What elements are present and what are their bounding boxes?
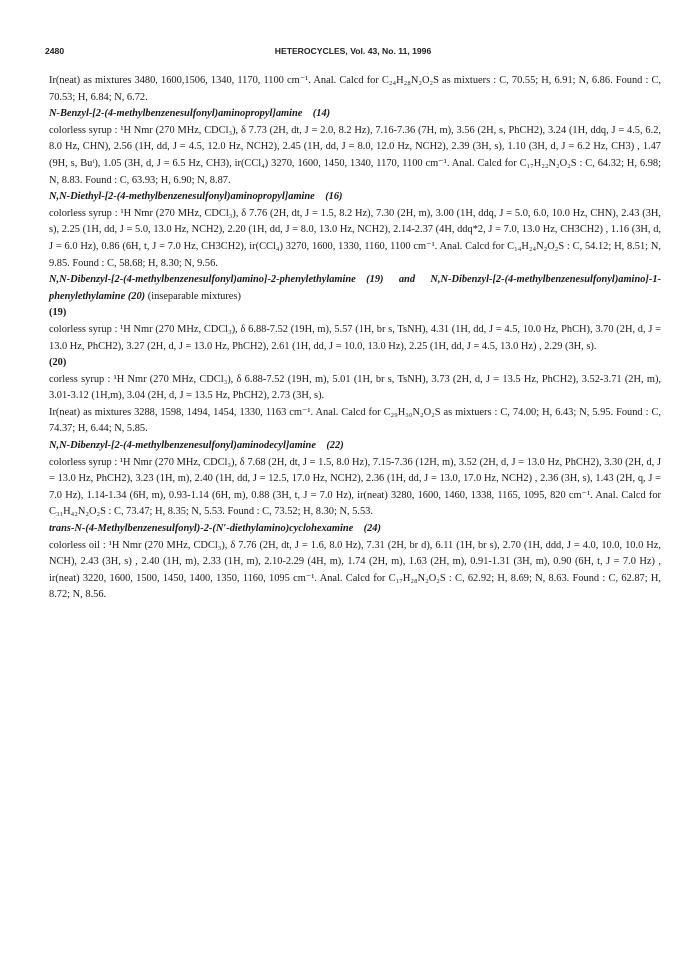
compound-title [49, 272, 661, 305]
compound-title [49, 438, 661, 455]
compound-name: trans-N-(4-Methylbenzenesulfonyl)-2-(N′-diethylamino)cyclohexamine [49, 523, 354, 535]
spectral-data-paragraph: Ir(neat) as mixtures 3480, 1600,1506, 1340, 1170, 1100 cm⁻¹. Anal. Calcd for C₂₄H₂₈N₂O₂S as mixtuers : C, 70.55; H, 6.91; N, 6.86. Found : C, 70.53; H, 6.84; N, 6.72. [49, 75, 661, 103]
compound-title [49, 106, 661, 123]
spectral-data-paragraph: colorless syrup : ¹H Nmr (270 MHz, CDCl₃), δ 6.88-7.52 (19H, m), 5.57 (1H, br s, TsNH), 4.31 (1H, dd, J = 4.5, 10.0 Hz, PhCH), 3.70 (2H, d, J = 13.0 Hz, PhCH2), 3.27 (2H, d, J = 13.0 Hz, PhCH2), 2.61 (1H, dd, J = 10.0, 13.0 Hz), 2.25 (1H, dd, J = 4.5, 13.0 Hz) , 2.29 (3H, s). [49, 323, 661, 352]
page-number: 2480 [45, 46, 65, 56]
compound-subheading: (19) [49, 307, 67, 319]
compound-number: (19) [366, 274, 384, 286]
title-joiner: and [398, 274, 416, 286]
spectral-data-paragraph: colorless syrup : ¹H Nmr (270 MHz, CDCl₃), δ 7.68 (2H, dt, J = 1.5, 8.0 Hz), 7.15-7.36 (12H, m), 3.52 (2H, d, J = 13.0 Hz, PhCH2), 3.30 (2H, d, J = 13.0 Hz, PhCH2), 3.23 (1H, m), 2.40 (1H, dd, J = 12.5, 17.0 Hz, NCH2), 2.36 (1H, dd, J = 13.0, 17.0 Hz, NCH2) , 2.36 (3H, s), 1.43 (2H, q, J = 7.0 Hz), 1.14-1.34 (6H, m), 0.93-1.14 (6H, m), 0.88 (3H, t, J = 7.0 Hz), ir(neat) 3280, 1600, 1460, 1338, 1165, 1095, 820 cm⁻¹. Anal. Calcd for C₃₁H₄₂N₂O₂S : C, 73.47; H, 8.35; N, 5.53. Found : C, 73.52; H, 8.30; N, 5.53. [49, 456, 661, 518]
compound-title [49, 521, 661, 538]
compound-number: (22) [326, 440, 344, 452]
compound-name: N,N-Dibenzyl-[2-(4-methylbenzenesulfonyl)amino]-2-phenylethylamine [49, 274, 356, 286]
compound-number: (14) [312, 108, 331, 120]
compound-name: N,N-Dibenzyl-[2-(4-methylbenzenesulfonyl)aminodecyl]amine [49, 440, 316, 452]
compound-name: N-Benzyl-[2-(4-methylbenzenesulfonyl)aminopropyl]amine [49, 108, 303, 120]
title-note: (inseparable mixtures) [147, 290, 241, 302]
spectral-data-paragraph: Ir(neat) as mixtures 3288, 1598, 1494, 1454, 1330, 1163 cm⁻¹. Anal. Calcd for C₂₉H₃₀N₂O₂S as mixtuers : C, 74.00; H, 6.43; N, 5.95. Found : C, 74.37; H, 6.44; N, 5.85. [49, 406, 661, 435]
compound-title [49, 189, 661, 206]
compound-name: N,N-Dibenzyl-[2-(4-methylbenzenesulfonyl)amino]-1-phenylethylamine [49, 274, 661, 302]
compound-name: N,N-Diethyl-[2-(4-methylbenzenesulfonyl)aminopropyl]amine [49, 191, 315, 203]
spectral-data-paragraph: colorless syrup : ¹H Nmr (270 MHz, CDCl₃), δ 7.73 (2H, dt, J = 2.0, 8.2 Hz), 7.16-7.36 (7H, m), 3.56 (2H, s, PhCH2), 3.24 (1H, ddq, J = 4.5, 6.2, 8.0 Hz, CHN), 2.56 (1H, dd, J = 4.5, 12.0 Hz, NCH2), 2.45 (1H, dd, J = 8.0, 12.0 Hz, NCH2), 2.39 (3H, s), 1.10 (3H, d, J = 6.2 Hz, CH3) , 1.47 (9H, s, Buᵗ), 1.05 (3H, d, J = 6.5 Hz, CH3), ir(CCl₄) 3270, 1600, 1450, 1340, 1170, 1100 cm⁻¹. Anal. Calcd for C₁₇H₂₂N₂O₂S : C, 64.32; H, 6.98; N, 8.83. Found : C, 63.93; H, 6.90; N, 8.87. [49, 124, 661, 186]
compound-number: (20) [127, 290, 146, 302]
spectral-data-paragraph: corless syrup : ¹H Nmr (270 MHz, CDCl₃), δ 6.88-7.52 (19H, m), 5.01 (1H, br s, TsNH), 3.73 (2H, d, J = 13.5 Hz, PhCH2), 3.52-3.71 (2H, m), 3.01-3.12 (1H,m), 3.04 (2H, d, J = 13.5 Hz, PhCH2), 2.73 (3H, s). [49, 373, 661, 402]
compound-number: (24) [363, 523, 381, 535]
compound-subheading: (20) [49, 357, 67, 369]
experimental-text [49, 73, 661, 604]
spectral-data-paragraph: colorless oil : ¹H Nmr (270 MHz, CDCl₃), δ 7.76 (2H, dt, J = 1.6, 8.0 Hz), 7.31 (2H, br d), 6.11 (1H, br s), 2.70 (1H, ddd, J = 4.0, 10.0, 10.0 Hz, NCH), 2.43 (3H, s) , 2.40 (1H, m), 2.33 (1H, m), 2.10-2.29 (4H, m), 1.74 (2H, m), 1.63 (2H, m), 0.91-1.31 (3H, m), 0.90 (6H, t, J = 7.0 Hz) , ir(neat) 3220, 1600, 1500, 1450, 1400, 1350, 1160, 1095 cm⁻¹. Anal. Calcd for C₁₇H₂₈N₂O₂S : C, 62.92; H, 8.69; N, 8.63. Found : C, 62.87; H, 8.72; N, 8.56. [49, 539, 661, 601]
journal-citation: HETEROCYCLES, Vol. 43, No. 11, 1996 [274, 46, 432, 56]
spectral-data-paragraph: colorless syrup : ¹H Nmr (270 MHz, CDCl₃), δ 7.76 (2H, dt, J = 1.5, 8.2 Hz), 7.30 (2H, m), 3.00 (1H, ddq, J = 5.0, 6.0, 10.0 Hz, CHN), 2.43 (3H, s), 2.25 (1H, dd, J = 5.0, 13.0 Hz, NCH2), 2.20 (1H, dd, J = 8.0, 13.0 Hz, NCH2), 2.14-2.37 (4H, ddq*2, J = 7.0, 13.0 Hz, CH3CH2) , 1.16 (3H, d, J = 6.0 Hz), 0.86 (6H, t, J = 7.0 Hz, CH3CH2), ir(CCl₄) 3270, 1600, 1330, 1160, 1100 cm⁻¹. Anal. Calcd for C₁₄H₂₄N₂O₂S : C, 54.12; H, 8.51; N, 9.85. Found : C, 58.68; H, 8.30; N, 9.56. [49, 207, 661, 269]
compound-number: (16) [325, 191, 343, 203]
